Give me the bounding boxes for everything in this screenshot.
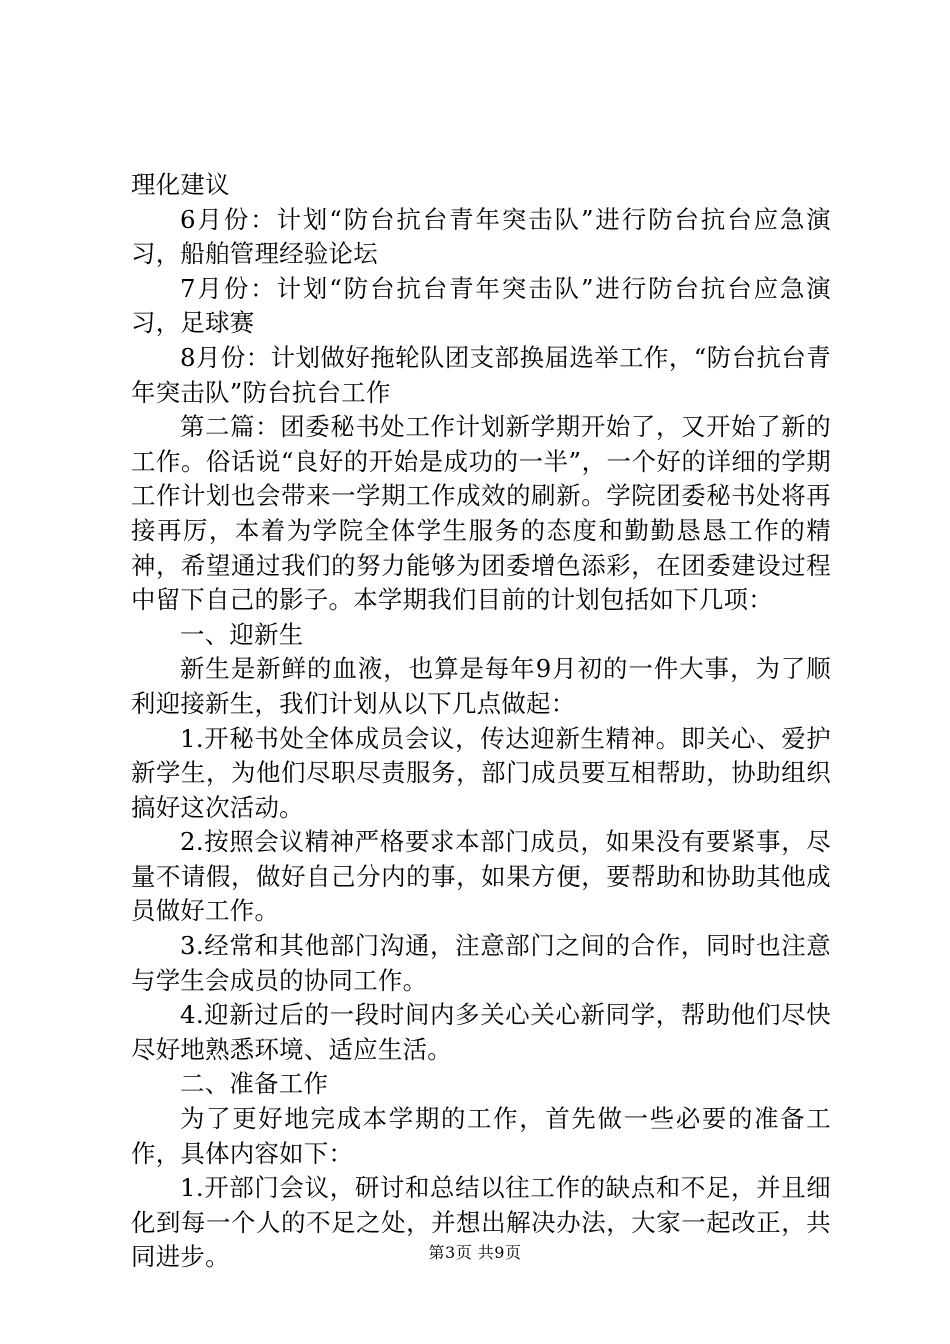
page-footer — [0, 1243, 950, 1263]
paragraph: 7月份：计划“防台抗台青年突击队”进行防台抗台应急演习，足球赛 — [131, 273, 831, 338]
list-item: 1.开部门会议，研讨和总结以往工作的缺点和不足，并且细化到每一个人的不足之处，并想出解决办法，大家一起改正，共同进步。 — [131, 1173, 831, 1272]
paragraph: 为了更好地完成本学期的工作，首先做一些必要的准备工作，具体内容如下： — [131, 1104, 831, 1168]
paragraph: 8月份：计划做好拖轮队团支部换届选举工作，“防台抗台青年突击队”防台抗台工作 — [131, 342, 831, 407]
paragraph: 6月份：计划“防台抗台青年突击队”进行防台抗台应急演习，船舶管理经验论坛 — [131, 204, 831, 269]
paragraph: 新生是新鲜的血液，也算是每年9月初的一件大事，为了顺利迎接新生，我们计划从以下几点做起： — [131, 654, 831, 718]
list-item: 1.开秘书处全体成员会议，传达迎新生精神。即关心、爱护新学生，为他们尽职尽责服务，部门成员要互相帮助，协助组织搞好这次活动。 — [131, 723, 831, 822]
document-body — [131, 168, 831, 1275]
section-heading: 二、准备工作 — [180, 1069, 329, 1099]
list-item: 4.迎新过后的一段时间内多关心关心新同学，帮助他们尽快尽好地熟悉环境、适应生活。 — [131, 1000, 831, 1064]
list-item: 2.按照会议精神严格要求本部门成员，如果没有要紧事，尽量不请假，做好自己分内的事，如果方便，要帮助和协助其他成员做好工作。 — [131, 827, 831, 926]
page-number-label: 第3页 共9页 — [428, 1243, 522, 1262]
list-item: 3.经常和其他部门沟通，注意部门之间的合作，同时也注意与学生会成员的协同工作。 — [131, 931, 831, 995]
paragraph: 理化建议 — [131, 170, 230, 199]
section-heading: 一、迎新生 — [180, 619, 304, 649]
paragraph: 第二篇：团委秘书处工作计划新学期开始了，又开始了新的工作。俗话说“良好的开始是成功的一半”，一个好的详细的学期工作计划也会带来一学期工作成效的刷新。学院团委秘书处将再接再厉，本着为学院全体学生服务的态度和勤勤恳恳工作的精神，希望通过我们的努力能够为团委增色添彩，在团委建设过程中留下自己的影子。本学期我们目前的计划包括如下几项： — [131, 412, 831, 615]
